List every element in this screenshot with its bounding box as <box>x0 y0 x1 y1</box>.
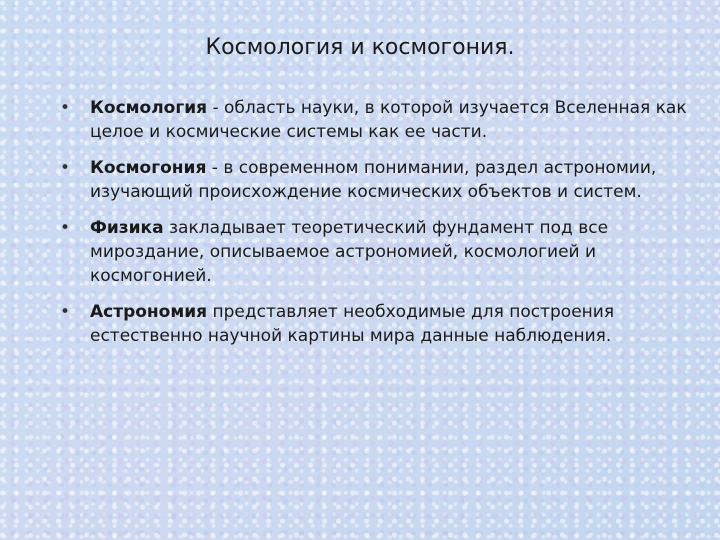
definition-cosmogony: - в современном понимании, раздел астрономии, изучающий происхождение космических объектов и систем. <box>90 158 657 202</box>
bullet-marker: • <box>60 302 71 322</box>
term-cosmology: Космология <box>90 98 208 118</box>
bullet-marker: • <box>60 218 71 238</box>
term-astronomy: Астрономия <box>90 302 208 322</box>
bullet-item-cosmogony <box>60 156 690 204</box>
bullet-marker: • <box>60 158 71 178</box>
slide-title: Космология и космогония. <box>205 35 515 60</box>
term-cosmogony: Космогония <box>90 158 207 178</box>
bullet-list <box>60 96 690 348</box>
bullet-item-astronomy <box>60 300 690 348</box>
bullet-marker: • <box>60 98 71 118</box>
definition-cosmology: - область науки, в которой изучается Вселенная как целое и космические системы как ее части. <box>90 98 687 142</box>
definition-physics: закладывает теоретический фундамент под все мироздание, описываемое астрономией, космологией и космогонией. <box>90 218 609 286</box>
bullet-item-physics <box>60 216 690 288</box>
term-physics: Физика <box>90 218 164 238</box>
bullet-item-cosmology <box>60 96 690 144</box>
definition-astronomy: представляет необходимые для построения естественно научной картины мира данные наблюдения. <box>90 302 615 346</box>
